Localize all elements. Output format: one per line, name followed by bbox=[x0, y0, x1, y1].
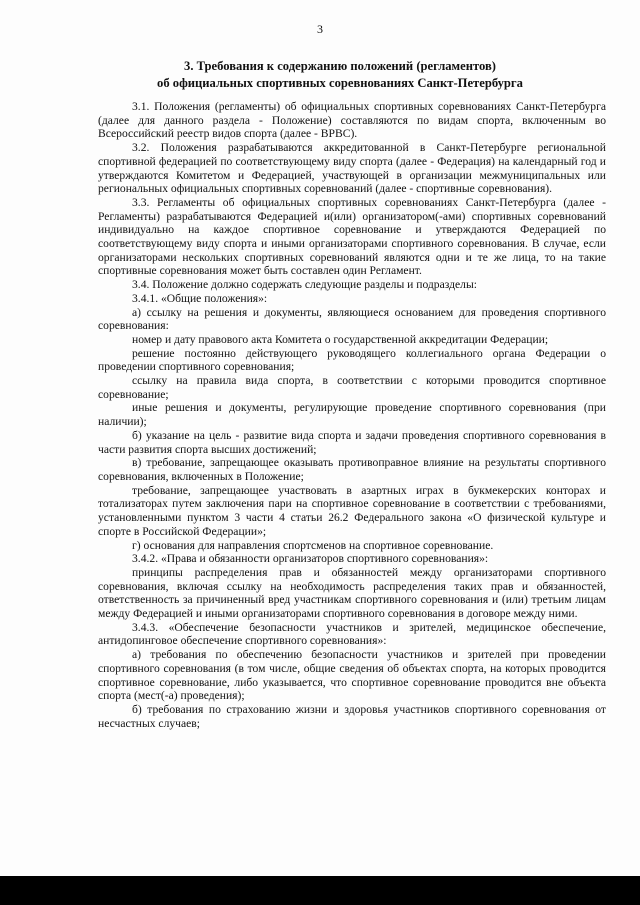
list-item: решение постоянно действующего руководящего коллегиального органа Федерации о проведении спортивного соревнования; bbox=[98, 346, 606, 374]
paragraph-3-4-1: 3.4.1. «Общие положения»: bbox=[132, 291, 268, 305]
list-item: требование, запрещающее участвовать в азартных играх в букмекерских конторах и тотализаторах путем заключения пари на спортивное соревнование в соответствии с требованиями, установленными пунктом 3 части 4 статьи 26.2 Федерального закона «О физической культуре и спорте в Российской Федерации»; bbox=[98, 483, 606, 538]
paragraph-3-4-1-a: а) ссылку на решения и документы, являющиеся основанием для проведения спортивного соревнования: bbox=[98, 305, 606, 333]
paragraph-3-2: 3.2. Положения разрабатываются аккредитованной в Санкт-Петербурге региональной спортивной федерацией по соответствующему виду спорта (далее - Федерация) на календарный год и утверждаются Комитетом и Федерацией, участвующей в организации межмуниципальных или региональных официальных спортивных соревнований (далее - спортивные соревнования). bbox=[98, 141, 606, 196]
section-title bbox=[80, 58, 600, 92]
section-title-line-1: 3. Требования к содержанию положений (регламентов) bbox=[184, 59, 496, 73]
paragraph-3-4-1-v: в) требование, запрещающее оказывать противоправное влияние на результаты спортивного соревнования, включенных в Положение; bbox=[98, 456, 606, 483]
section-title-line-2: об официальных спортивных соревнованиях Санкт-Петербурга bbox=[157, 76, 523, 90]
paragraph-3-4: 3.4. Положение должно содержать следующие разделы и подразделы: bbox=[132, 278, 477, 292]
paragraph-3-3: 3.3. Регламенты об официальных спортивных соревнованиях Санкт-Петербурга (далее - Регламенты) разрабатываются Федерацией и(или) организатором(-ами) спортивных соревнований индивидуально на каждое спортивное соревнование и утверждаются Федерацией по соответствующему виду спорта и иными организаторами спортивного соревнования. В случае, если организаторами нескольких спортивных соревнований являются одни и те же лица, то на такие спортивные соревнования может быть составлен один Регламент. bbox=[98, 195, 606, 278]
list-item: номер и дату правового акта Комитета о государственной аккредитации Федерации; bbox=[132, 332, 549, 346]
list-item: ссылку на правила вида спорта, в соответствии с которыми проводится спортивное соревнование; bbox=[98, 374, 606, 401]
scan-border bbox=[0, 876, 640, 905]
paragraph-3-4-3-a: а) требования по обеспечению безопасности участников и зрителей при проведении спортивного соревнования (в том числе, общие сведения об объектах спорта, на которых проводится спортивное соревнование, либо указывается, что спортивное соревнование проводится вне объекта спорта (мест(-а) проведения); bbox=[98, 648, 606, 703]
paragraph-3-4-3-b: б) требования по страхованию жизни и здоровья участников спортивного соревнования от несчастных случаев; bbox=[98, 702, 606, 730]
paragraph-3-4-2: 3.4.2. «Права и обязанности организаторов спортивного соревнования»: bbox=[132, 552, 489, 566]
list-item: принципы распределения прав и обязанностей между организаторами спортивного соревнования, включая ссылку на необходимость распределения таких прав и обязанностей, ответственность за причиненный вред участникам спортивного соревнования и (или) третьим лицам между Федерацией и иными организаторами спортивного соревнования в договоре между ними. bbox=[98, 565, 606, 621]
paragraph-3-1: 3.1. Положения (регламенты) об официальных спортивных соревнованиях Санкт-Петербурга (далее для данного раздела - Положение) составляются по видам спорта, включенным во Всероссийский реестр видов спорта (далее - ВРВС). bbox=[98, 100, 606, 141]
document-body bbox=[98, 100, 606, 730]
paragraph-3-4-3: 3.4.3. «Обеспечение безопасности участников и зрителей, медицинское обеспечение, антидопинговое обеспечение спортивного соревнования»: bbox=[98, 620, 606, 648]
page-number: 3 bbox=[317, 22, 323, 36]
paragraph-3-4-1-b: б) указание на цель - развитие вида спорта и задачи проведения спортивного соревнования в части развития спорта высших достижений; bbox=[98, 428, 606, 456]
list-item: иные решения и документы, регулирующие проведение спортивного соревнования (при наличии); bbox=[98, 401, 606, 429]
paragraph-3-4-1-g: г) основания для направления спортсменов на спортивное соревнование. bbox=[132, 538, 494, 552]
